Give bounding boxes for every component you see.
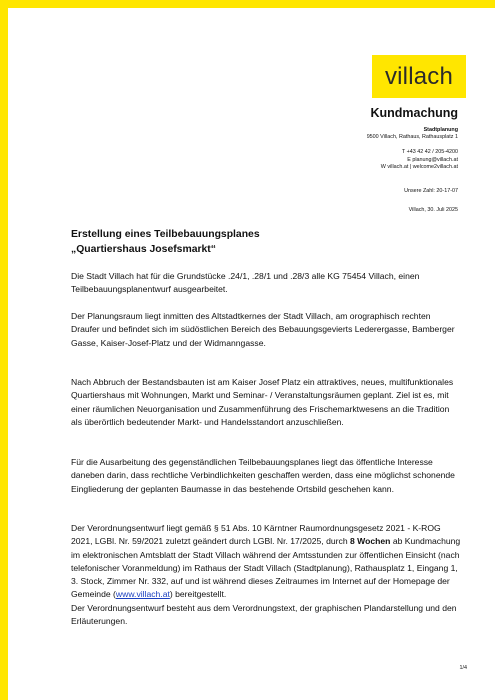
document-page [8, 8, 495, 700]
villach-logo [372, 55, 466, 98]
sender-block [367, 127, 458, 171]
email-address: E planung@villach.at [407, 156, 458, 163]
department-address: 9500 Villach, Rathaus, Rathausplatz 1 [366, 134, 458, 141]
title-line-1: Erstellung eines Teilbebauungsplanes [71, 229, 260, 240]
document-title [71, 227, 451, 257]
logo-text: villach [384, 62, 454, 90]
paragraph-1: Die Stadt Villach hat für die Grundstücke .24/1, .28/1 und .28/3 alle KG 75454 Villach, einen Teilbebauungsplanentwurf ausgearbeitet. [71, 271, 420, 295]
paragraph-2: Der Planungsraum liegt inmitten des Altstadtkernes der Stadt Villach, am orographisch rechten Draufer und befindet sich im südöstlichen Bereich des Bebauungsgevierts Lederergasse, Bamberger Gasse, Kaiser-Josef-Platz und der Widmanngasse. [71, 311, 455, 348]
duration-highlight: 8 Wochen [350, 536, 391, 547]
department-name: Stadtplanung [423, 127, 458, 133]
website-link[interactable]: www.villach.at [115, 589, 170, 600]
paragraph-5: Der Verordnungsentwurf liegt gemäß § 51 Abs. 10 Kärntner Raumordnungsgesetz 2021 - K-ROG 2021, LGBl. Nr. 59/2021 zuletzt geändert durch LGBl. Nr. 17/2025, durch 8 Wochen ab Kundmachung im elektronischen Amtsblatt der Stadt Villach während der Amtsstunden zur öffentlichen Einsicht (nach telefonischer Voranmeldung) im Rathaus der Stadt Villach (Stadtplanung), Rathausplatz 1, Eingang 1, 3. Stock, Zimmer Nr. 332, auf und ist während dieses Zeitraumes im Internet auf der Homepage der Gemeinde (www.villach.at) bereitgestellt. Der Verordnungsentwurf besteht aus dem Verordnungstext, der graphischen Plandarstellung und den Erläuterungen. [71, 522, 461, 628]
document-date: Villach, 30. Juli 2025 [408, 207, 458, 213]
page-number: 1/4 [459, 665, 467, 671]
paragraph-3: Nach Abbruch der Bestandsbauten ist am Kaiser Josef Platz ein attraktives, neues, multifunktionales Quartiershaus mit Wohnungen, Markt und Seminar- / Veranstaltungsräumen geplant. Ziel ist es, mit einer räumlichen Neuorganisation und Zusammenführung des Frischemarktwesens an die Tradition als überörtlich bedeutender Markt- und Handelsstandort anzuschließen. [71, 377, 454, 427]
document-type-heading: Kundmachung [370, 106, 458, 120]
phone-number: T +43 42 42 / 205-4200 [401, 149, 458, 156]
paragraph-5-closing: Der Verordnungsentwurf besteht aus dem Verordnungstext, der graphischen Plandarstellung und den Erläuterungen. [71, 602, 457, 627]
title-line-2: „Quartiershaus Josefsmarkt“ [71, 244, 216, 255]
website-line: W villach.at | welcome2villach.at [380, 163, 458, 170]
reference-number: Unsere Zahl: 20-17-07 [404, 188, 458, 194]
paragraph-4: Für die Ausarbeitung des gegenständlichen Teilbebauungsplanes liegt das öffentliche Interesse daneben darin, dass rechtliche Verbindlichkeiten geschaffen werden, dass eine möglichst schonende Eingliederung der geplanten Baumasse in das bestehende Ortsbild geschehen kann. [71, 457, 455, 494]
